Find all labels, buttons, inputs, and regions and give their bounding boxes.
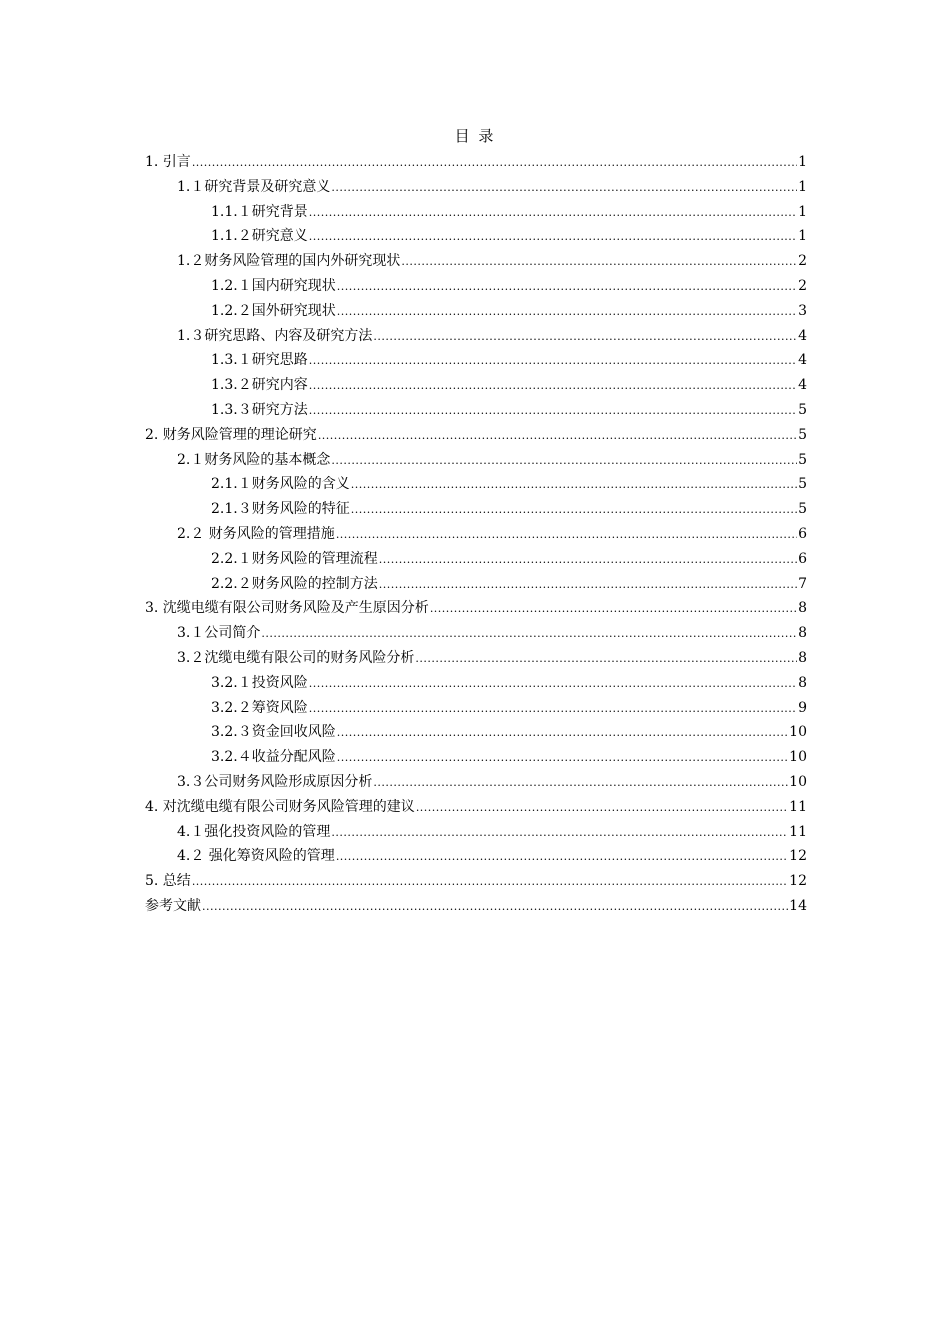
toc-entry-text: 3.２沈缆电缆有限公司的财务风险分析 [177, 649, 415, 666]
toc-entry-text: 2.2.２财务风险的控制方法 [211, 575, 378, 592]
toc-page-number: 1 [798, 178, 807, 195]
toc-entry-text: 4.１强化投资风险的管理 [177, 823, 331, 840]
toc-dot-leader [202, 895, 788, 920]
toc-dot-leader [331, 821, 788, 846]
toc-entry-text: 3.2.３资金回收风险 [211, 724, 336, 741]
toc-page-number: 8 [798, 649, 807, 666]
toc-dot-leader [416, 796, 788, 821]
toc-title: 目 录 [454, 127, 496, 145]
toc-entry-text: 3.2.１投资风险 [211, 674, 308, 691]
toc-dot-leader [379, 548, 797, 573]
toc-page-number: 11 [789, 823, 807, 840]
toc-dot-leader [351, 498, 797, 523]
toc-entry-text: 2.2.１财务风险的管理流程 [211, 550, 378, 567]
toc-page-number: 2 [798, 277, 807, 294]
toc-entry-text: 1.2.２国外研究现状 [211, 302, 336, 319]
toc-dot-leader [351, 473, 797, 498]
toc-entry[interactable] [145, 646, 807, 671]
toc-dot-leader [379, 573, 797, 598]
toc-entry[interactable] [145, 572, 807, 597]
toc-page-number: 8 [798, 625, 807, 642]
toc-entry[interactable] [145, 448, 807, 473]
toc-entry-text: 1.２财务风险管理的国内外研究现状 [177, 253, 401, 270]
toc-dot-leader [331, 176, 797, 201]
toc-list [145, 150, 807, 919]
toc-entry[interactable] [145, 497, 807, 522]
toc-entry[interactable] [145, 820, 807, 845]
toc-page-number: 5 [798, 426, 807, 443]
toc-entry-text: 4. 对沈缆电缆有限公司财务风险管理的建议 [145, 798, 415, 815]
toc-page-number: 1 [798, 154, 807, 170]
toc-page-number: 4 [798, 377, 807, 394]
toc-entry[interactable] [145, 249, 807, 274]
toc-page-number: 9 [798, 699, 807, 716]
toc-page-number: 1 [798, 203, 807, 220]
toc-page-number: 5 [798, 501, 807, 518]
toc-page-number: 4 [798, 352, 807, 369]
toc-entry[interactable] [145, 299, 807, 324]
toc-entry-text: 2.１财务风险的基本概念 [177, 451, 331, 468]
toc-dot-leader [318, 424, 797, 449]
toc-page-number: 8 [798, 600, 807, 617]
toc-entry-text: 2. 财务风险管理的理论研究 [145, 426, 317, 443]
toc-page-number: 10 [789, 749, 807, 766]
toc-dot-leader [415, 647, 797, 672]
toc-entry-text: 1. 引言 [145, 154, 191, 170]
toc-entry[interactable] [145, 621, 807, 646]
toc-page-number: 5 [798, 476, 807, 493]
toc-dot-leader [401, 250, 797, 275]
toc-entry[interactable] [145, 472, 807, 497]
toc-entry[interactable] [145, 200, 807, 225]
toc-dot-leader [309, 697, 797, 722]
toc-dot-leader [373, 771, 788, 796]
toc-page-number: 7 [798, 575, 807, 592]
toc-page-number: 12 [789, 848, 807, 865]
toc-dot-leader [192, 151, 797, 176]
toc-entry-text: 1.3.１研究思路 [211, 352, 308, 369]
toc-dot-leader [309, 374, 797, 399]
toc-dot-leader [336, 845, 788, 870]
toc-entry[interactable] [145, 522, 807, 547]
toc-entry-text: 2.1.１财务风险的含义 [211, 476, 350, 493]
toc-dot-leader [337, 275, 797, 300]
toc-entry-text: 1.１研究背景及研究意义 [177, 178, 331, 195]
toc-entry[interactable] [145, 869, 807, 894]
toc-entry-text: 1.３研究思路、内容及研究方法 [177, 327, 373, 344]
toc-dot-leader [331, 449, 797, 474]
toc-entry-text: 参考文献 [145, 897, 201, 914]
toc-page-number: 8 [798, 674, 807, 691]
toc-entry-text: 3.３公司财务风险形成原因分析 [177, 773, 373, 790]
toc-entry-text: 1.2.１国内研究现状 [211, 277, 336, 294]
toc-entry-text: 1.3.３研究方法 [211, 401, 308, 418]
toc-entry[interactable] [145, 348, 807, 373]
toc-page-number: 5 [798, 451, 807, 468]
toc-entry-text: 1.1.２研究意义 [211, 228, 308, 245]
toc-entry-text: 3.１公司简介 [177, 625, 261, 642]
toc-entry[interactable] [145, 150, 807, 175]
toc-entry[interactable] [145, 671, 807, 696]
toc-page-number: 10 [789, 773, 807, 790]
toc-dot-leader [337, 300, 797, 325]
toc-page-number: 6 [798, 525, 807, 542]
toc-dot-leader [261, 622, 797, 647]
toc-page-number: 14 [789, 897, 807, 914]
toc-dot-leader [373, 325, 797, 350]
toc-page-number: 10 [789, 724, 807, 741]
toc-dot-leader [309, 201, 797, 226]
toc-entry-text: 2.２ 财务风险的管理措施 [177, 525, 335, 542]
toc-entry[interactable] [145, 596, 807, 621]
toc-entry[interactable] [145, 398, 807, 423]
toc-page-number: 12 [789, 873, 807, 890]
toc-entry[interactable] [145, 175, 807, 200]
toc-entry[interactable] [145, 795, 807, 820]
toc-dot-leader [337, 746, 788, 771]
toc-entry[interactable] [145, 720, 807, 745]
toc-dot-leader [430, 597, 797, 622]
toc-entry-text: 1.1.１研究背景 [211, 203, 308, 220]
toc-dot-leader [309, 225, 797, 250]
toc-page-number: 4 [798, 327, 807, 344]
toc-entry[interactable] [145, 373, 807, 398]
toc-entry[interactable] [145, 745, 807, 770]
toc-dot-leader [336, 523, 797, 548]
toc-dot-leader [337, 721, 788, 746]
toc-entry-text: 4.２ 强化筹资风险的管理 [177, 848, 335, 865]
toc-entry[interactable] [145, 894, 807, 919]
toc-dot-leader [309, 672, 797, 697]
toc-entry[interactable] [145, 696, 807, 721]
toc-page-number: 3 [798, 302, 807, 319]
toc-page-number: 2 [798, 253, 807, 270]
toc-dot-leader [192, 870, 788, 895]
toc-entry[interactable] [145, 224, 807, 249]
toc-page-number: 11 [789, 798, 807, 815]
toc-entry-text: 3. 沈缆电缆有限公司财务风险及产生原因分析 [145, 600, 429, 617]
toc-dot-leader [309, 349, 797, 374]
toc-dot-leader [309, 399, 797, 424]
toc-entry[interactable] [145, 770, 807, 795]
toc-page-number: 6 [798, 550, 807, 567]
toc-entry-text: 3.2.４收益分配风险 [211, 749, 336, 766]
toc-entry[interactable] [145, 844, 807, 869]
toc-entry[interactable] [145, 324, 807, 349]
toc-entry-text: 5. 总结 [145, 873, 191, 890]
toc-entry-text: 2.1.３财务风险的特征 [211, 501, 350, 518]
toc-entry[interactable] [145, 274, 807, 299]
toc-entry[interactable] [145, 423, 807, 448]
toc-page-number: 1 [798, 228, 807, 245]
toc-entry-text: 1.3.２研究内容 [211, 377, 308, 394]
toc-entry-text: 3.2.２筹资风险 [211, 699, 308, 716]
toc-page-number: 5 [798, 401, 807, 418]
toc-entry[interactable] [145, 547, 807, 572]
